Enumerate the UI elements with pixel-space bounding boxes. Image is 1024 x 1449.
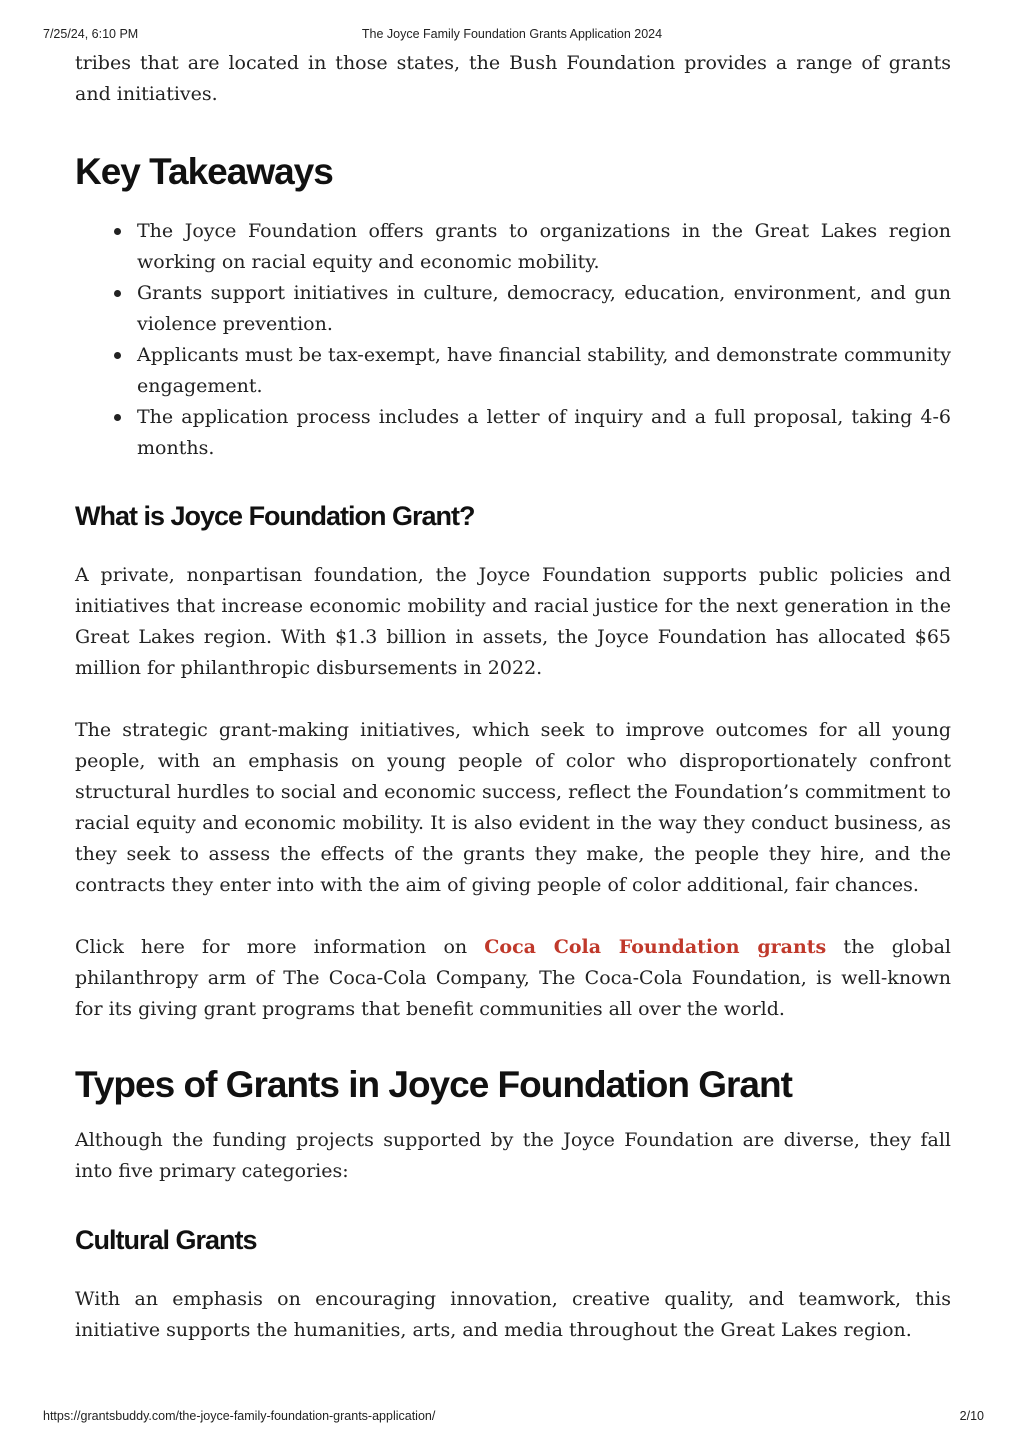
- what-is-paragraph-2: The strategic grant-making initiatives, which seek to improve outcomes for all young people, with an emphasis on young people of color who disproportionately confront structural hurdles to social and economic success, reflect the Foundation’s commitment to racial equity and economic mobility. It is also evident in the way they conduct business, as they seek to assess the effects of the grants they make, the people they hire, and the contracts they enter into with the aim of giving people of color additional, fair chances.: [75, 719, 951, 896]
- what-is-paragraph-1: A private, nonpartisan foundation, the Joyce Foundation supports public policies and initiatives that increase economic mobility and racial justice for the next generation in the Great Lakes region. With $1.3 billion in assets, the Joyce Foundation has allocated $65 million for philanthropic disbursements in 2022.: [75, 564, 951, 679]
- list-item: The Joyce Foundation offers grants to organizations in the Great Lakes region working on racial equity and economic mobility.: [137, 216, 951, 278]
- key-takeaways-list: [75, 216, 951, 464]
- list-item: Applicants must be tax-exempt, have financial stability, and demonstrate community engagement.: [137, 340, 951, 402]
- coca-cola-text-before: Click here for more information on: [75, 936, 485, 958]
- print-datetime: 7/25/24, 6:10 PM: [43, 27, 139, 41]
- coca-cola-paragraph: [75, 932, 951, 1025]
- print-url: https://grantsbuddy.com/the-joyce-family-foundation-grants-application/: [43, 1409, 436, 1423]
- types-heading: Types of Grants in Joyce Foundation Grant: [75, 1064, 792, 1105]
- key-takeaways-heading: Key Takeaways: [75, 151, 333, 192]
- coca-cola-text-after: the global philanthropy arm of The Coca-Cola Company, The Coca-Cola Foundation, is well-known for its giving grant programs that benefit communities all over the world.: [75, 936, 951, 1020]
- print-page-title: The Joyce Family Foundation Grants Application 2024: [361, 27, 663, 41]
- coca-cola-foundation-link[interactable]: Coca Cola Foundation grants: [484, 936, 827, 958]
- cultural-grants-heading: Cultural Grants: [75, 1225, 257, 1255]
- print-footer: [0, 1409, 1024, 1425]
- print-header: [0, 27, 1024, 43]
- what-is-heading: What is Joyce Foundation Grant?: [75, 501, 475, 531]
- print-page-number: 2/10: [959, 1409, 984, 1423]
- types-intro: Although the funding projects supported by the Joyce Foundation are diverse, they fall into five primary categories:: [75, 1129, 951, 1182]
- list-item: The application process includes a letter of inquiry and a full proposal, taking 4-6 months.: [137, 402, 951, 464]
- list-item: Grants support initiatives in culture, democracy, education, environment, and gun violence prevention.: [137, 278, 951, 340]
- article-content: [75, 48, 951, 1346]
- intro-continuation: tribes that are located in those states, the Bush Foundation provides a range of grants and initiatives.: [75, 52, 951, 105]
- cultural-grants-paragraph: With an emphasis on encouraging innovation, creative quality, and teamwork, this initiative supports the humanities, arts, and media throughout the Great Lakes region.: [75, 1288, 951, 1341]
